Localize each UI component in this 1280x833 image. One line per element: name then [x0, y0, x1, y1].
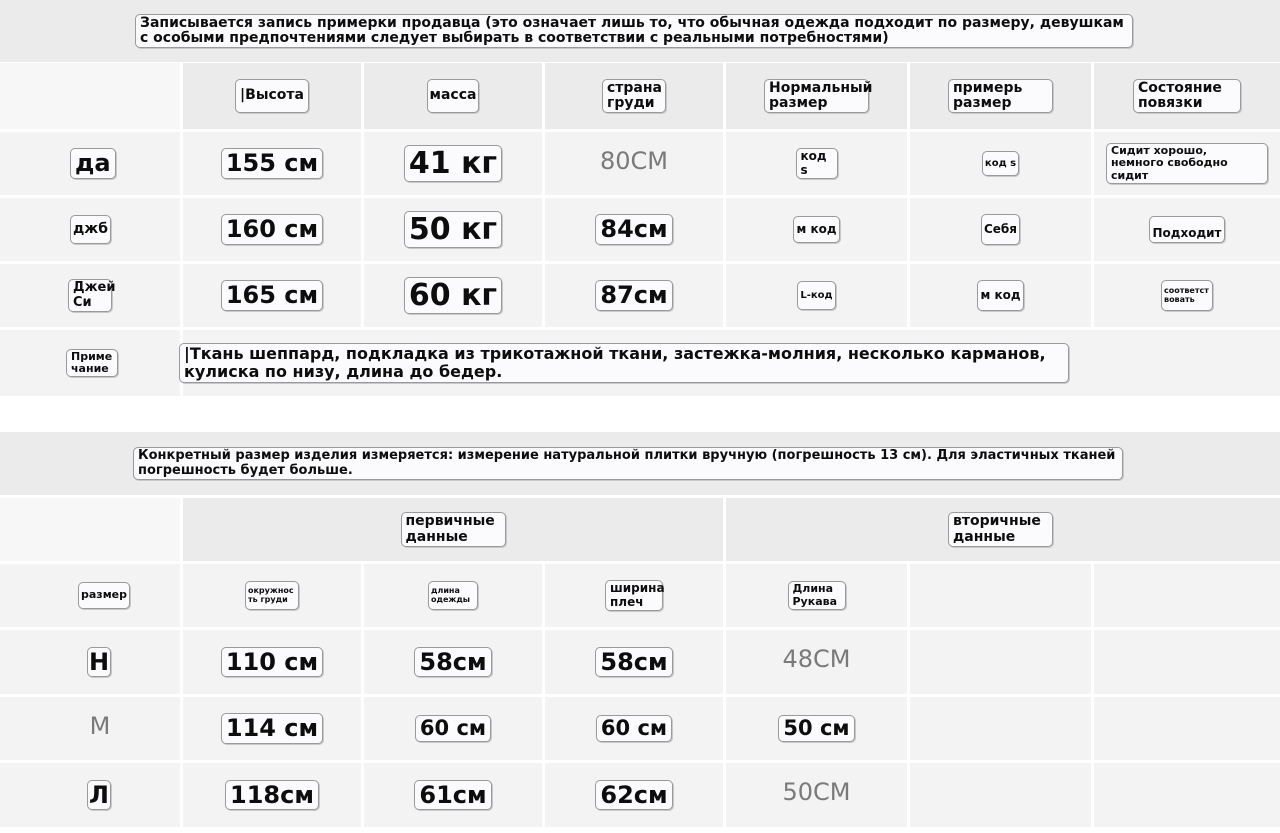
bust-value: 87см — [595, 280, 672, 310]
table1-header-cell — [364, 63, 542, 129]
table2-header-cell — [183, 564, 361, 627]
table-cell — [545, 763, 723, 827]
table1-note-cell — [0, 0, 1280, 62]
length-value: 58см — [414, 647, 491, 677]
shoulder-value: 62см — [595, 780, 672, 810]
header-fit-state: Состояние повязки — [1133, 79, 1241, 114]
table2-note-cell — [0, 432, 1280, 495]
table-cell — [364, 132, 542, 195]
table-cell — [726, 198, 907, 261]
sleeve-value: 48CM — [782, 645, 851, 673]
remark-row — [0, 330, 1280, 396]
table1-note-row — [0, 0, 1280, 62]
fit-state-value: Сидит хорошо, немного свободно сидит — [1106, 143, 1268, 183]
header-tried-size: примерь размер — [948, 79, 1053, 114]
table2-empty-cell — [1094, 630, 1280, 694]
table-cell — [364, 630, 542, 694]
height-value: 160 см — [221, 214, 323, 244]
table-cell — [183, 132, 361, 195]
normal-size-value: L-код — [797, 281, 835, 310]
table-cell — [726, 132, 907, 195]
table-cell — [1094, 198, 1280, 261]
fit-state-value: Подходит — [1149, 216, 1224, 243]
remark-text: |Ткань шеппард, подкладка из трикотажной ткани, застежка-молния, несколько карманов, кулиска по низу, длина до бедер. — [179, 343, 1069, 382]
header-weight: масса — [427, 79, 480, 112]
table-cell — [910, 198, 1091, 261]
table-cell — [545, 198, 723, 261]
height-value: 165 см — [221, 280, 323, 310]
table-cell — [726, 264, 907, 327]
table2-empty-cell — [910, 564, 1091, 627]
tried-size-value: м код — [977, 280, 1023, 311]
table-cell — [1094, 132, 1280, 195]
table-row — [0, 198, 1280, 261]
length-value: 60 см — [415, 715, 491, 742]
header-normal-size: Нормальный размер — [764, 79, 869, 114]
table-row — [0, 264, 1280, 327]
sleeve-value: 50 см — [778, 715, 854, 742]
table-cell — [910, 132, 1091, 195]
table-cell — [183, 264, 361, 327]
weight-value: 50 кг — [404, 211, 502, 248]
remark-label-cell — [0, 330, 180, 396]
table2-empty-cell — [910, 763, 1091, 827]
table1-header-cell — [726, 63, 907, 129]
header-chest: окружность груди — [245, 581, 299, 611]
header-size: размер — [78, 582, 130, 608]
row-label-cell — [0, 630, 180, 694]
table-cell — [364, 198, 542, 261]
table-cell — [545, 697, 723, 760]
header-height: |Высота — [235, 79, 309, 112]
table2-corner-cell — [0, 498, 180, 561]
table-cell — [364, 264, 542, 327]
table2-group-row — [0, 498, 1280, 561]
table2-empty-cell — [1094, 763, 1280, 827]
table1-header-row — [0, 63, 1280, 129]
weight-value: 60 кг — [404, 277, 502, 314]
header-bust: страна груди — [602, 79, 666, 114]
normal-size-value: м код — [793, 216, 839, 243]
table-cell — [545, 132, 723, 195]
row-label-cell — [0, 132, 180, 195]
table-cell — [726, 697, 907, 760]
table-cell — [364, 697, 542, 760]
header-shoulder: ширина плеч — [605, 580, 663, 610]
table1-header-cell — [910, 63, 1091, 129]
table2-empty-cell — [1094, 697, 1280, 760]
row-label-cell — [0, 697, 180, 760]
tried-size-value: код s — [982, 151, 1019, 176]
table-cell — [183, 697, 361, 760]
table-cell — [183, 630, 361, 694]
chest-value: 110 см — [221, 647, 323, 677]
table-row — [0, 630, 1280, 694]
remark-label: Примечание — [66, 349, 118, 377]
table2-header-cell — [726, 564, 907, 627]
table1-corner-cell — [0, 63, 180, 129]
row-label-cell — [0, 198, 180, 261]
table2-header-row — [0, 564, 1280, 627]
row-label: джб — [70, 215, 111, 244]
table-cell — [726, 630, 907, 694]
table2-header-cell — [545, 564, 723, 627]
table2-note-row — [0, 432, 1280, 495]
primary-group-cell — [183, 498, 723, 561]
fit-state-value: соответствовать — [1161, 280, 1213, 312]
table1-header-cell — [1094, 63, 1280, 129]
table-row — [0, 132, 1280, 195]
bust-value: 80CM — [599, 146, 668, 175]
chest-value: 118см — [225, 780, 319, 810]
table1-header-cell — [183, 63, 361, 129]
table1-header-cell — [545, 63, 723, 129]
tried-size-value: Себя — [981, 214, 1020, 245]
height-value: 155 см — [221, 148, 323, 178]
row-label: Джей Си — [68, 279, 112, 312]
size-label: Н — [88, 647, 110, 676]
table-cell — [545, 630, 723, 694]
normal-size-value: код s — [796, 148, 838, 178]
bust-value: 84см — [595, 214, 672, 244]
size-label: Л — [89, 780, 109, 809]
table-cell — [183, 763, 361, 827]
table-cell — [910, 264, 1091, 327]
primary-data-label: первичные данные — [401, 512, 506, 547]
length-value: 61см — [414, 780, 491, 810]
remark-text-cell — [183, 330, 1280, 396]
header-sleeve: Длина Рукава — [788, 581, 846, 609]
table-cell — [545, 264, 723, 327]
table2-empty-cell — [910, 697, 1091, 760]
table-cell — [726, 763, 907, 827]
secondary-data-label: вторичные данные — [948, 512, 1053, 547]
row-label: да — [70, 148, 116, 178]
table-cell — [1094, 264, 1280, 327]
table-row — [0, 763, 1280, 827]
shoulder-value: 58см — [595, 647, 672, 677]
table2-header-cell — [0, 564, 180, 627]
row-label-cell — [0, 763, 180, 827]
table2-empty-cell — [1094, 564, 1280, 627]
row-label-cell — [0, 264, 180, 327]
table-cell — [183, 198, 361, 261]
chest-value: 114 см — [221, 713, 323, 743]
secondary-group-cell — [726, 498, 1280, 561]
header-length: длина одежды — [428, 581, 478, 611]
table2-note: Конкретный размер изделия измеряется: измерение натуральной плитки вручную (погрешность 13 см). Для эластичных тканей погрешность будет больше. — [133, 447, 1123, 480]
table2-empty-cell — [910, 630, 1091, 694]
weight-value: 41 кг — [404, 145, 502, 182]
table1-note: Записывается запись примерки продавца (это означает лишь то, что обычная одежда подходит по размеру, девушкам с особыми предпочтениями следует выбирать в соответствии с реальными потребностями) — [135, 14, 1133, 49]
sleeve-value: 50CM — [782, 778, 851, 806]
table-row — [0, 697, 1280, 760]
table2-header-cell — [364, 564, 542, 627]
shoulder-value: 60 см — [596, 715, 672, 742]
table-cell — [364, 763, 542, 827]
size-label: M — [89, 711, 111, 740]
